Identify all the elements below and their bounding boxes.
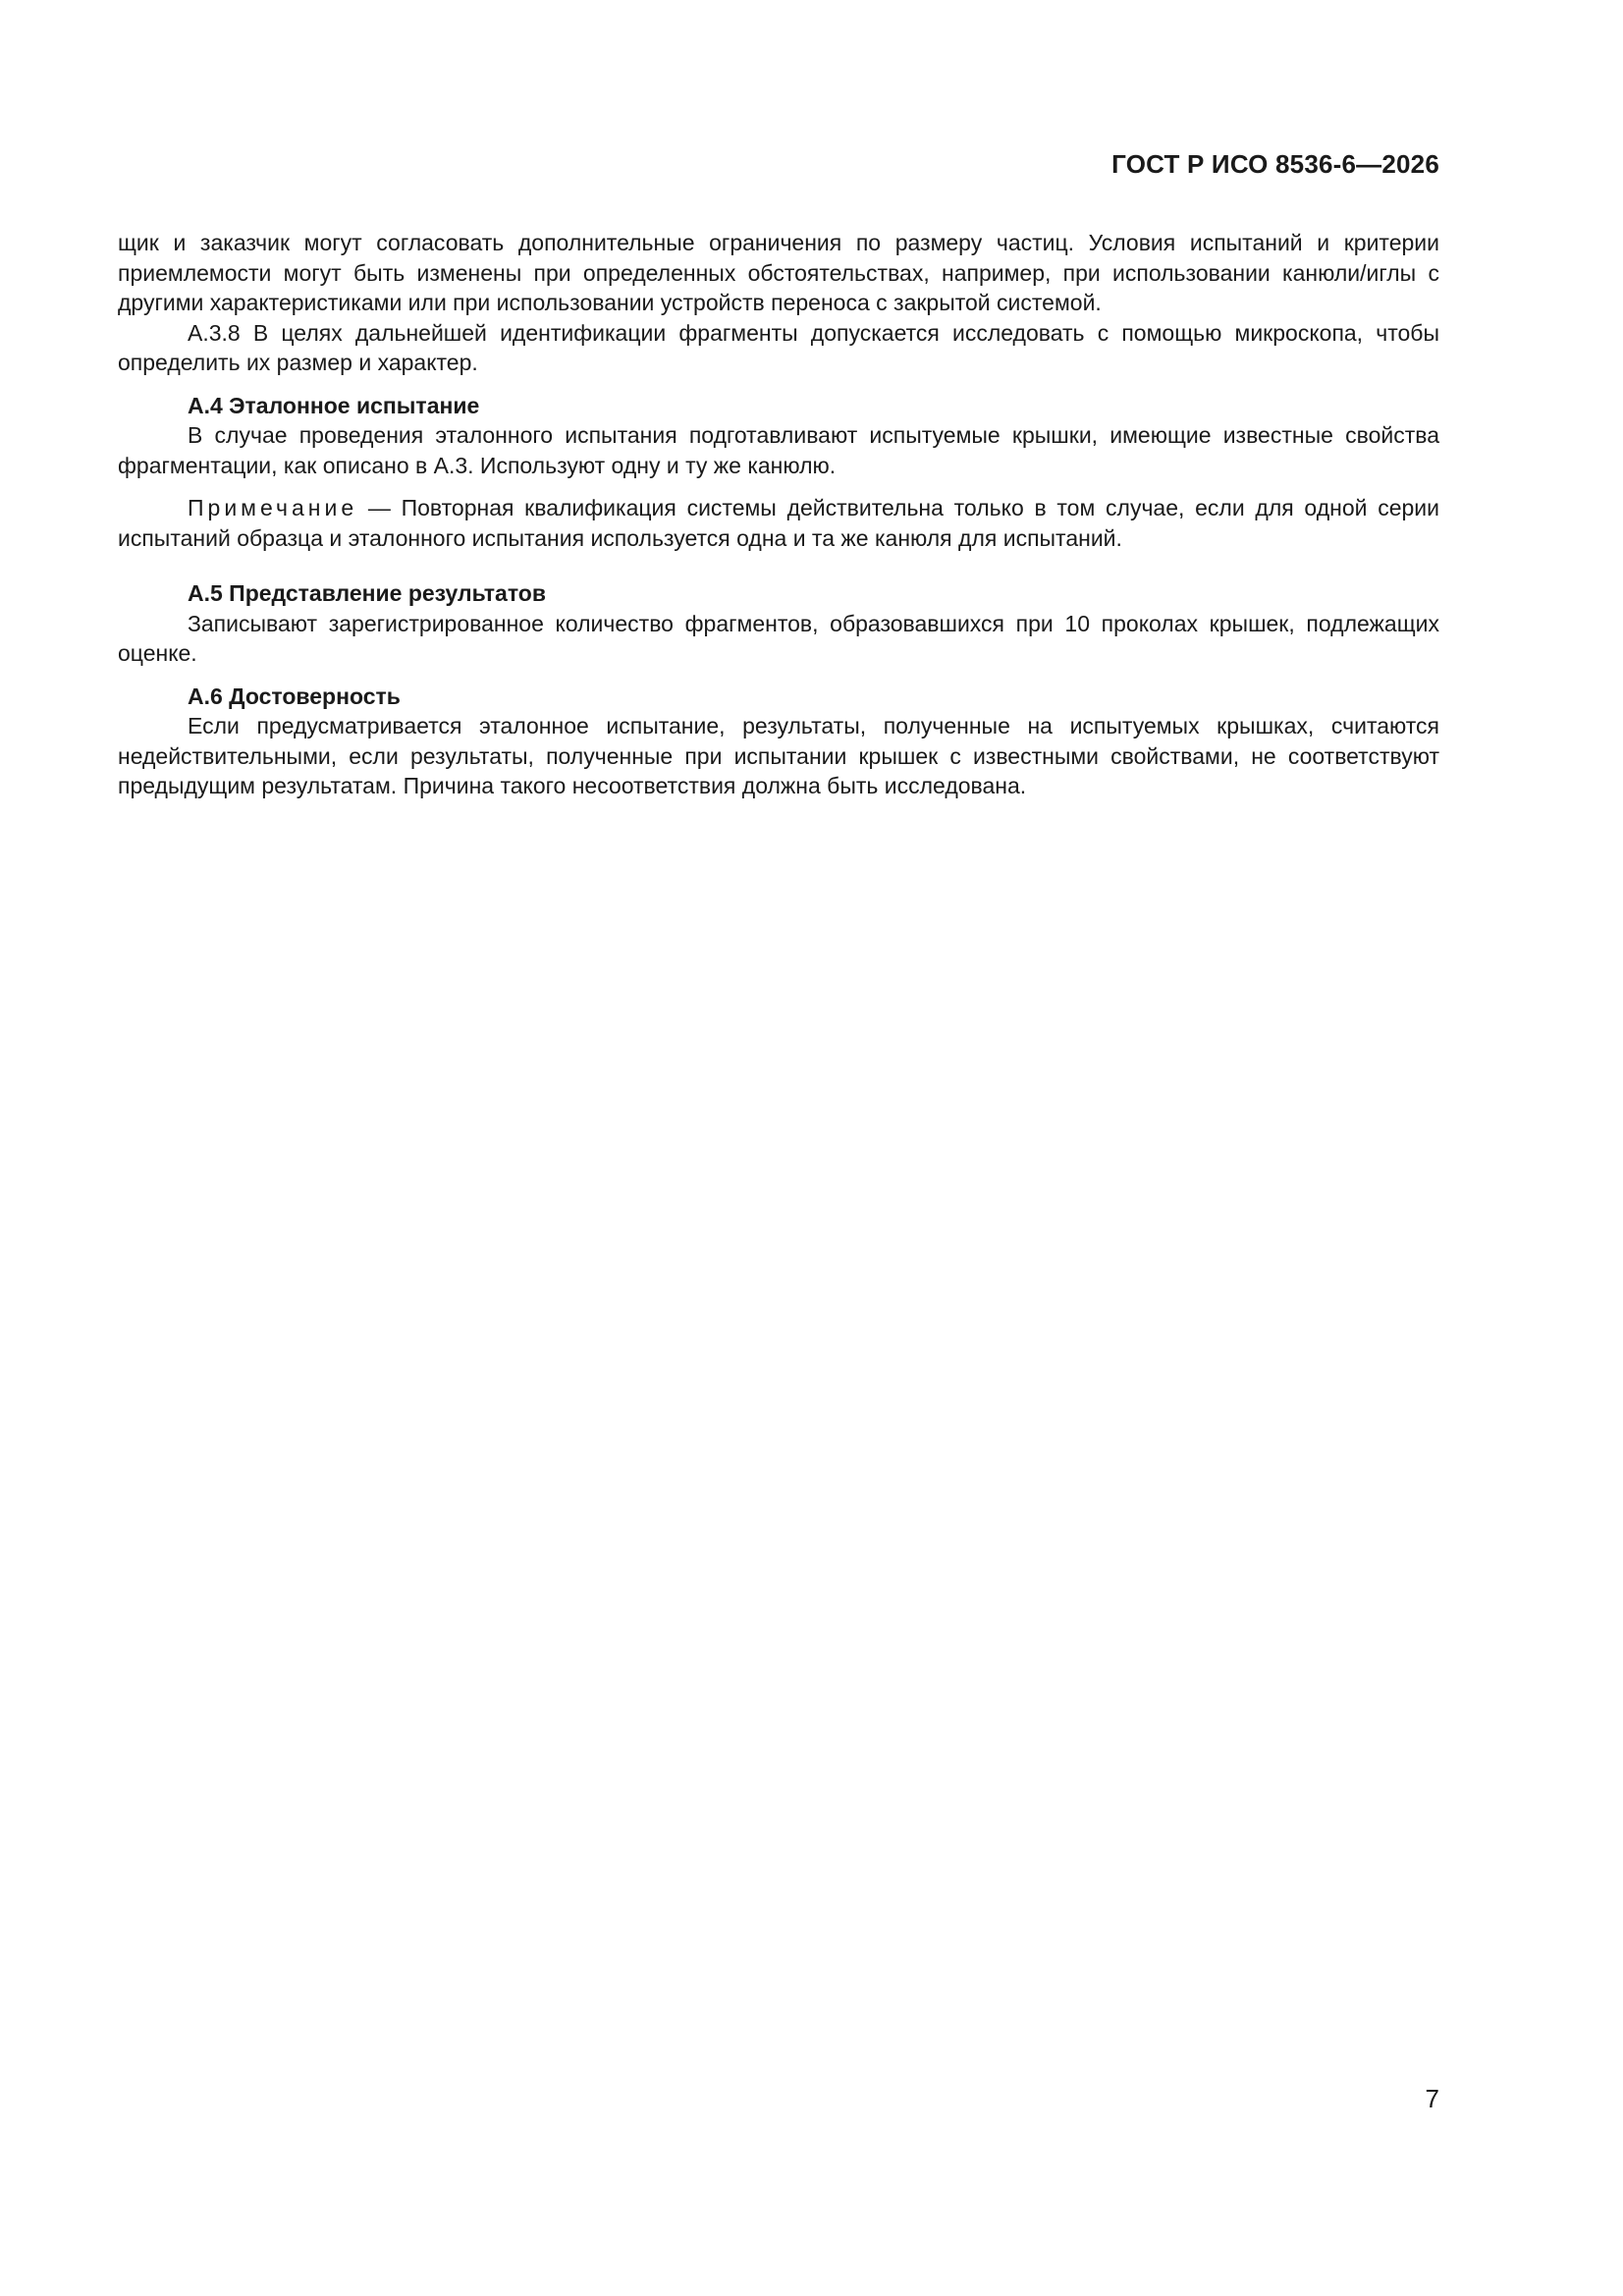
section-heading-a4: А.4 Эталонное испытание <box>188 392 480 418</box>
note-label: Примечание <box>188 495 358 520</box>
section-heading-a6: А.6 Достоверность <box>188 683 401 709</box>
document-header: ГОСТ Р ИСО 8536-6—2026 <box>1111 149 1439 179</box>
section-heading-a5: А.5 Представление результатов <box>188 580 546 606</box>
note-text: — Повторная квалификация системы действительна только в том случае, если для одной серии испытаний образца и эталонного испытания используется одна и та же канюля для испытаний. <box>118 495 1439 551</box>
paragraph-a38: А.3.8 В целях дальнейшей идентификации фрагменты допускается исследовать с помощью микроскопа, чтобы определить их размер и характер. <box>118 319 1439 375</box>
paragraph-a6: Если предусматривается эталонное испытание, результаты, полученные на испытуемых крышках, считаются недействительными, если результаты, полученные при испытании крышек с известными свойствами, не соответствуют предыдущим результатам. Причина такого несоответствия должна быть исследована. <box>118 713 1439 798</box>
paragraph-a4: В случае проведения эталонного испытания подготавливают испытуемые крышки, имеющие известные свойства фрагментации, как описано в А.3. Используют одну и ту же канюлю. <box>118 422 1439 478</box>
paragraph-a5: Записывают зарегистрированное количество фрагментов, образовавшихся при 10 проколах крышек, подлежащих оценке. <box>118 610 1439 666</box>
paragraph-continuation: щик и заказчик могут согласовать дополнительные ограничения по размеру частиц. Условия испытаний и критерии приемлемости могут быть изменены при определенных обстоятельствах, например, при использовании канюли/иглы с другими характеристиками или при использовании устройств переноса с закрытой системой. <box>118 230 1439 315</box>
page-body <box>118 228 1439 801</box>
page-number: 7 <box>1425 2084 1439 2113</box>
note-paragraph <box>118 493 1439 553</box>
